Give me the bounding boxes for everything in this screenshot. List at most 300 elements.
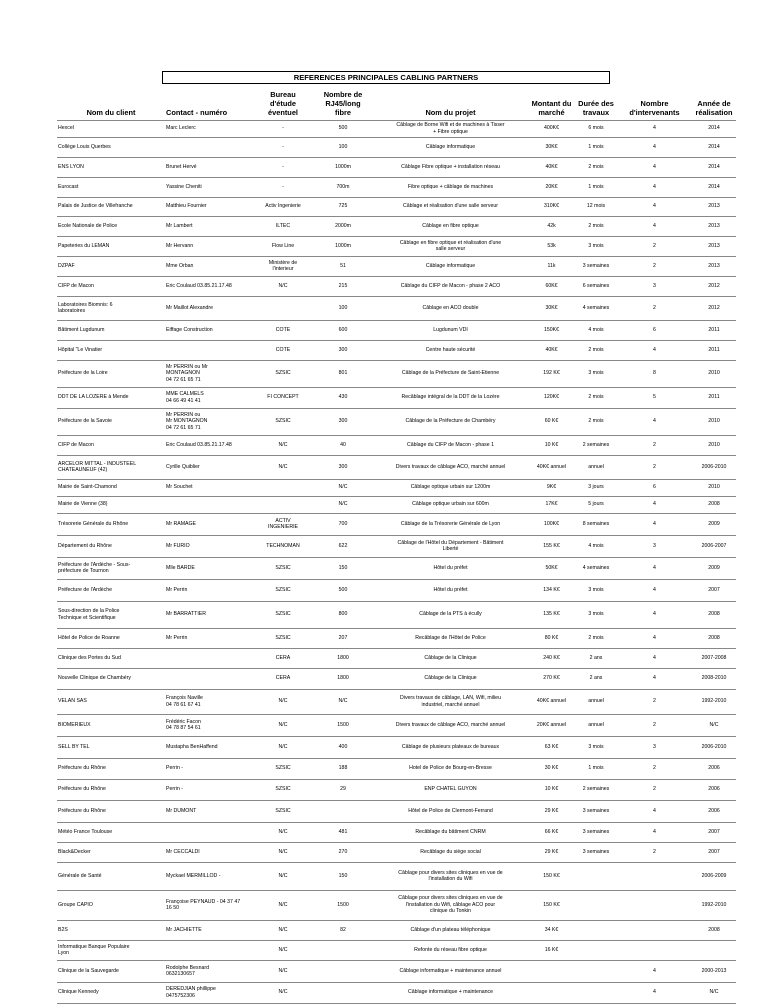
bureau-cell: N/C bbox=[253, 920, 313, 940]
table-header-row bbox=[57, 84, 736, 120]
header-intervenants: Nombre d'intervenants bbox=[617, 84, 692, 120]
table-row bbox=[57, 800, 736, 822]
client-cell: Mairie de Saint-Chamond bbox=[57, 479, 165, 496]
rj45-cell: 1800 bbox=[313, 648, 373, 668]
montant-cell bbox=[528, 982, 575, 1003]
contact-cell: Perrin - bbox=[165, 758, 253, 779]
intervenants-cell: 4 bbox=[617, 628, 692, 648]
montant-cell: 40K€ annuel bbox=[528, 689, 575, 714]
rj45-cell: 725 bbox=[313, 197, 373, 216]
bureau-cell: - bbox=[253, 157, 313, 177]
rj45-cell: 400 bbox=[313, 736, 373, 758]
rj45-cell: 1000m bbox=[313, 157, 373, 177]
annee-cell: 2012 bbox=[692, 276, 736, 296]
client-cell: Hôtel de Police de Roanne bbox=[57, 628, 165, 648]
table-row bbox=[57, 296, 736, 320]
table-row bbox=[57, 579, 736, 601]
projet-cell: Câblage de la Clinique bbox=[373, 648, 528, 668]
client-cell: Département du Rhône bbox=[57, 535, 165, 557]
montant-cell: 10 K€ bbox=[528, 779, 575, 800]
montant-cell: 29 K€ bbox=[528, 842, 575, 862]
projet-cell: Câblage de l'Hôtel du Département - Bâtiment Liberté bbox=[373, 535, 528, 557]
table-row bbox=[57, 601, 736, 628]
contact-cell bbox=[165, 340, 253, 360]
duree-cell: 2 mois bbox=[575, 628, 617, 648]
contact-cell: Mme Orban bbox=[165, 256, 253, 276]
client-cell: ENS LYON bbox=[57, 157, 165, 177]
duree-cell: 2 mois bbox=[575, 157, 617, 177]
annee-cell: 2013 bbox=[692, 216, 736, 236]
projet-cell: Câblage en fibre optique bbox=[373, 216, 528, 236]
table-row bbox=[57, 387, 736, 408]
intervenants-cell bbox=[617, 920, 692, 940]
rj45-cell bbox=[313, 800, 373, 822]
table-row bbox=[57, 120, 736, 137]
rj45-cell: 100 bbox=[313, 137, 373, 157]
intervenants-cell: 8 bbox=[617, 360, 692, 387]
montant-cell: 40K€ bbox=[528, 340, 575, 360]
duree-cell bbox=[575, 862, 617, 890]
table-row bbox=[57, 513, 736, 535]
annee-cell: 2006 bbox=[692, 800, 736, 822]
annee-cell: 2009 bbox=[692, 557, 736, 579]
intervenants-cell: 4 bbox=[617, 668, 692, 689]
contact-cell: Mr PERRIN ou Mr MONTAGNON 04 72 61 65 71 bbox=[165, 360, 253, 387]
table-row bbox=[57, 435, 736, 455]
rj45-cell: 430 bbox=[313, 387, 373, 408]
table-body bbox=[57, 120, 736, 1003]
client-cell: Préfecture du Rhône bbox=[57, 779, 165, 800]
contact-cell: Mr Hervann bbox=[165, 236, 253, 256]
projet-cell: Câblage en fibre optique et réalisation d'une salle serveur bbox=[373, 236, 528, 256]
intervenants-cell: 2 bbox=[617, 779, 692, 800]
intervenants-cell: 2 bbox=[617, 296, 692, 320]
intervenants-cell bbox=[617, 890, 692, 920]
client-cell: Préfecture de la Loire bbox=[57, 360, 165, 387]
intervenants-cell: 4 bbox=[617, 120, 692, 137]
montant-cell: 9K€ bbox=[528, 479, 575, 496]
projet-cell: Câblage de Borne Wifi et de machines à Tisser + Fibre optique bbox=[373, 120, 528, 137]
annee-cell: 2006-2010 bbox=[692, 455, 736, 479]
duree-cell: 4 mois bbox=[575, 535, 617, 557]
client-cell: Générale de Santé bbox=[57, 862, 165, 890]
bureau-cell: N/C bbox=[253, 940, 313, 960]
bureau-cell: N/C bbox=[253, 689, 313, 714]
montant-cell: 80 K€ bbox=[528, 628, 575, 648]
client-cell: ARCELOR MITTAL - INDUSTEEL CHATEAUNEUF (42) bbox=[57, 455, 165, 479]
table-row bbox=[57, 628, 736, 648]
contact-cell: Mustapha BenHaffend bbox=[165, 736, 253, 758]
annee-cell bbox=[692, 940, 736, 960]
duree-cell: 2 mois bbox=[575, 387, 617, 408]
rj45-cell: 500 bbox=[313, 120, 373, 137]
rj45-cell: 1500 bbox=[313, 890, 373, 920]
projet-cell: Câblage optique urbain sur 600m bbox=[373, 496, 528, 513]
projet-cell: Recâblage intégral de la DDT de la Lozère bbox=[373, 387, 528, 408]
projet-cell: Câblage de la Clinique bbox=[373, 668, 528, 689]
bureau-cell: Flow Line bbox=[253, 236, 313, 256]
rj45-cell: 188 bbox=[313, 758, 373, 779]
rj45-cell bbox=[313, 982, 373, 1003]
table-row bbox=[57, 455, 736, 479]
header-annee: Année de réalisation bbox=[692, 84, 736, 120]
table-row bbox=[57, 137, 736, 157]
duree-cell bbox=[575, 920, 617, 940]
client-cell: Préfecture de l'Ardèche - Sous- préfecture de Tournon bbox=[57, 557, 165, 579]
projet-cell: Divers travaux de câblage, LAN, Wifi, milieu industriel, marché annuel bbox=[373, 689, 528, 714]
duree-cell: 2 ans bbox=[575, 648, 617, 668]
intervenants-cell: 4 bbox=[617, 557, 692, 579]
intervenants-cell: 6 bbox=[617, 320, 692, 340]
montant-cell: 17K€ bbox=[528, 496, 575, 513]
intervenants-cell: 5 bbox=[617, 387, 692, 408]
rj45-cell: 500 bbox=[313, 579, 373, 601]
contact-cell: Frédéric Facon 04 78 87 54 61 bbox=[165, 714, 253, 736]
header-contact: Contact - numéro bbox=[165, 84, 253, 120]
rj45-cell: 300 bbox=[313, 408, 373, 435]
intervenants-cell: 2 bbox=[617, 455, 692, 479]
table-row bbox=[57, 360, 736, 387]
intervenants-cell: 4 bbox=[617, 216, 692, 236]
intervenants-cell: 6 bbox=[617, 479, 692, 496]
contact-cell: MME CALMELS 04 66 49 41 41 bbox=[165, 387, 253, 408]
duree-cell: 2 mois bbox=[575, 408, 617, 435]
bureau-cell: Ministère de l'interieur bbox=[253, 256, 313, 276]
duree-cell: 3 mois bbox=[575, 736, 617, 758]
annee-cell: 2008 bbox=[692, 920, 736, 940]
annee-cell: 2014 bbox=[692, 120, 736, 137]
table-row bbox=[57, 758, 736, 779]
duree-cell bbox=[575, 890, 617, 920]
projet-cell: Fibre optique + câblage de machines bbox=[373, 177, 528, 197]
rj45-cell: 40 bbox=[313, 435, 373, 455]
contact-cell: Mr Maillot Alexandre bbox=[165, 296, 253, 320]
duree-cell bbox=[575, 940, 617, 960]
annee-cell: 2011 bbox=[692, 387, 736, 408]
rj45-cell: 29 bbox=[313, 779, 373, 800]
client-cell: Météo France Toulouse bbox=[57, 822, 165, 842]
montant-cell: 150 K€ bbox=[528, 890, 575, 920]
projet-cell: Câblage de la PTS à écully bbox=[373, 601, 528, 628]
client-cell: Eurocast bbox=[57, 177, 165, 197]
table-row bbox=[57, 736, 736, 758]
header-duree: Durée des travaux bbox=[575, 84, 617, 120]
montant-cell: 400K€ bbox=[528, 120, 575, 137]
contact-cell: Yassine Cheniti bbox=[165, 177, 253, 197]
montant-cell: 20K€ annuel bbox=[528, 714, 575, 736]
duree-cell: 5 jours bbox=[575, 496, 617, 513]
duree-cell: 2 mois bbox=[575, 216, 617, 236]
projet-cell: Câblage du CIFP de Macon - phase 2 ACO bbox=[373, 276, 528, 296]
table-row bbox=[57, 779, 736, 800]
rj45-cell: N/C bbox=[313, 689, 373, 714]
bureau-cell: N/C bbox=[253, 276, 313, 296]
montant-cell: 310K€ bbox=[528, 197, 575, 216]
duree-cell: 3 semaines bbox=[575, 822, 617, 842]
client-cell: Trésorerie Générale du Rhône bbox=[57, 513, 165, 535]
projet-cell: Recâblage du siège social bbox=[373, 842, 528, 862]
contact-cell: Mr Lambert bbox=[165, 216, 253, 236]
duree-cell bbox=[575, 960, 617, 982]
annee-cell: 2008 bbox=[692, 628, 736, 648]
contact-cell: Mr DUMONT bbox=[165, 800, 253, 822]
contact-cell: Mr JACHIETTE bbox=[165, 920, 253, 940]
projet-cell: Câblage informatique + maintenance annuel bbox=[373, 960, 528, 982]
intervenants-cell: 2 bbox=[617, 758, 692, 779]
montant-cell: 40K€ annuel bbox=[528, 455, 575, 479]
table-row bbox=[57, 842, 736, 862]
table-row bbox=[57, 648, 736, 668]
duree-cell: 3 semaines bbox=[575, 256, 617, 276]
contact-cell bbox=[165, 822, 253, 842]
projet-cell: Hotel de Police de Bourg-en-Bresse bbox=[373, 758, 528, 779]
projet-cell: Câblage de la Préfecture de Chambéry bbox=[373, 408, 528, 435]
duree-cell: 1 mois bbox=[575, 137, 617, 157]
client-cell: B2S bbox=[57, 920, 165, 940]
contact-cell bbox=[165, 940, 253, 960]
table-row bbox=[57, 157, 736, 177]
intervenants-cell: 4 bbox=[617, 513, 692, 535]
rj45-cell: 82 bbox=[313, 920, 373, 940]
intervenants-cell: 4 bbox=[617, 601, 692, 628]
client-cell: Papeteries du LEMAN bbox=[57, 236, 165, 256]
contact-cell: Cyrille Quiblier bbox=[165, 455, 253, 479]
rj45-cell bbox=[313, 940, 373, 960]
rj45-cell: 51 bbox=[313, 256, 373, 276]
header-client: Nom du client bbox=[57, 84, 165, 120]
annee-cell: 2007 bbox=[692, 822, 736, 842]
bureau-cell: Activ Ingenierie bbox=[253, 197, 313, 216]
rj45-cell: 600 bbox=[313, 320, 373, 340]
projet-cell: Centre haute sécurité bbox=[373, 340, 528, 360]
projet-cell: Recâblage de l'Hôtel de Police bbox=[373, 628, 528, 648]
rj45-cell: 270 bbox=[313, 842, 373, 862]
intervenants-cell: 2 bbox=[617, 435, 692, 455]
table-row bbox=[57, 408, 736, 435]
annee-cell: 2010 bbox=[692, 408, 736, 435]
montant-cell: 134 K€ bbox=[528, 579, 575, 601]
contact-cell bbox=[165, 496, 253, 513]
intervenants-cell bbox=[617, 862, 692, 890]
bureau-cell: N/C bbox=[253, 736, 313, 758]
montant-cell: 30K€ bbox=[528, 296, 575, 320]
intervenants-cell bbox=[617, 940, 692, 960]
rj45-cell: N/C bbox=[313, 479, 373, 496]
projet-cell: Câblage et réalisation d'une salle serveur bbox=[373, 197, 528, 216]
contact-cell: Matthieu Fournier bbox=[165, 197, 253, 216]
table-row bbox=[57, 960, 736, 982]
client-cell: Ecole Nationale de Police bbox=[57, 216, 165, 236]
montant-cell: 29 K€ bbox=[528, 800, 575, 822]
montant-cell: 150K€ bbox=[528, 320, 575, 340]
projet-cell: Hôtel du préfet bbox=[373, 557, 528, 579]
bureau-cell: SZSIC bbox=[253, 601, 313, 628]
client-cell: BIOMERIEUX bbox=[57, 714, 165, 736]
projet-cell: Refonte du réseau fibre optique bbox=[373, 940, 528, 960]
bureau-cell bbox=[253, 479, 313, 496]
contact-cell: Eric Coulaud 03.85.21.17.48 bbox=[165, 435, 253, 455]
annee-cell: 1992-2010 bbox=[692, 890, 736, 920]
bureau-cell: - bbox=[253, 120, 313, 137]
report-title: REFERENCES PRINCIPALES CABLING PARTNERS bbox=[162, 71, 610, 84]
montant-cell: 240 K€ bbox=[528, 648, 575, 668]
contact-cell: Mr PERRIN ou Mr MONTAGNON 04 72 61 65 71 bbox=[165, 408, 253, 435]
intervenants-cell: 4 bbox=[617, 197, 692, 216]
table-row bbox=[57, 822, 736, 842]
annee-cell: 2006 bbox=[692, 779, 736, 800]
projet-cell: Hôtel de Police de Clermont-Ferrand bbox=[373, 800, 528, 822]
duree-cell: annuel bbox=[575, 689, 617, 714]
montant-cell: 192 K€ bbox=[528, 360, 575, 387]
annee-cell: 2013 bbox=[692, 256, 736, 276]
projet-cell: Câblage pour divers sites cliniques en vue de l'installation du Wifi, câblage ACO pour clinique du Tonkin bbox=[373, 890, 528, 920]
contact-cell: DEREDJIAN phillippe 0475752306 bbox=[165, 982, 253, 1003]
intervenants-cell: 4 bbox=[617, 177, 692, 197]
duree-cell bbox=[575, 982, 617, 1003]
annee-cell: 2010 bbox=[692, 479, 736, 496]
bureau-cell: CERA bbox=[253, 668, 313, 689]
annee-cell: 2009 bbox=[692, 513, 736, 535]
montant-cell: 270 K€ bbox=[528, 668, 575, 689]
montant-cell: 50K€ bbox=[528, 557, 575, 579]
header-projet: Nom du projet bbox=[373, 84, 528, 120]
bureau-cell: SZSIC bbox=[253, 408, 313, 435]
projet-cell: Câblage informatique bbox=[373, 256, 528, 276]
bureau-cell: SZSIC bbox=[253, 360, 313, 387]
duree-cell: 6 mois bbox=[575, 120, 617, 137]
client-cell: Préfecture du Rhône bbox=[57, 800, 165, 822]
table-row bbox=[57, 177, 736, 197]
bureau-cell: SZSIC bbox=[253, 557, 313, 579]
duree-cell: 4 semaines bbox=[575, 296, 617, 320]
montant-cell bbox=[528, 960, 575, 982]
intervenants-cell: 3 bbox=[617, 736, 692, 758]
bureau-cell bbox=[253, 496, 313, 513]
duree-cell: 2 mois bbox=[575, 340, 617, 360]
rj45-cell: 207 bbox=[313, 628, 373, 648]
montant-cell: 20K€ bbox=[528, 177, 575, 197]
annee-cell: 2010 bbox=[692, 360, 736, 387]
projet-cell: ENP CHATEL GUYON bbox=[373, 779, 528, 800]
contact-cell: Mr FURIO bbox=[165, 535, 253, 557]
intervenants-cell: 4 bbox=[617, 137, 692, 157]
client-cell: Clinique des Portes du Sud bbox=[57, 648, 165, 668]
intervenants-cell: 2 bbox=[617, 236, 692, 256]
client-cell: Laboratoires Biomnis: 6 laboratoires bbox=[57, 296, 165, 320]
projet-cell: Câblage Fibre optique + installation réseau bbox=[373, 157, 528, 177]
contact-cell: Mr CECCALDI bbox=[165, 842, 253, 862]
projet-cell: Câblage du CIFP de Macon - phase 1 bbox=[373, 435, 528, 455]
annee-cell: 2006 bbox=[692, 758, 736, 779]
client-cell: SELL BY TEL bbox=[57, 736, 165, 758]
duree-cell: 4 semaines bbox=[575, 557, 617, 579]
projet-cell: Câblage d'un plateau téléphonique bbox=[373, 920, 528, 940]
duree-cell: 6 semaines bbox=[575, 276, 617, 296]
annee-cell: 2007 bbox=[692, 579, 736, 601]
bureau-cell: ILTEC bbox=[253, 216, 313, 236]
table-row bbox=[57, 216, 736, 236]
rj45-cell: 800 bbox=[313, 601, 373, 628]
intervenants-cell: 4 bbox=[617, 982, 692, 1003]
bureau-cell: - bbox=[253, 137, 313, 157]
projet-cell: Câblage informatique + maintenance bbox=[373, 982, 528, 1003]
client-cell: Nouvelle Clinique de Chambéry bbox=[57, 668, 165, 689]
client-cell: Hexcel bbox=[57, 120, 165, 137]
contact-cell: Mr RAMAGE bbox=[165, 513, 253, 535]
intervenants-cell: 2 bbox=[617, 842, 692, 862]
bureau-cell: SZSIC bbox=[253, 779, 313, 800]
annee-cell: 2014 bbox=[692, 157, 736, 177]
header-montant: Montant du marché bbox=[528, 84, 575, 120]
client-cell: DDT DE LA LOZERE à Mende bbox=[57, 387, 165, 408]
client-cell: Clinique de la Sauvegarde bbox=[57, 960, 165, 982]
contact-cell bbox=[165, 668, 253, 689]
bureau-cell: N/C bbox=[253, 890, 313, 920]
projet-cell: Câblage de la Trésorerie Générale de Lyon bbox=[373, 513, 528, 535]
table-row bbox=[57, 197, 736, 216]
bureau-cell: FI CONCEPT bbox=[253, 387, 313, 408]
annee-cell: 2008 bbox=[692, 601, 736, 628]
rj45-cell: 100 bbox=[313, 296, 373, 320]
contact-cell: Myckael MERMILLOD - bbox=[165, 862, 253, 890]
bureau-cell: SZSIC bbox=[253, 579, 313, 601]
rj45-cell: 300 bbox=[313, 340, 373, 360]
contact-cell: Mr Perrin bbox=[165, 579, 253, 601]
montant-cell: 16 K€ bbox=[528, 940, 575, 960]
intervenants-cell: 4 bbox=[617, 960, 692, 982]
client-cell: Palais de Justice de Villefranche bbox=[57, 197, 165, 216]
annee-cell: 2007 bbox=[692, 842, 736, 862]
client-cell: Groupe CAPIO bbox=[57, 890, 165, 920]
table-row bbox=[57, 982, 736, 1003]
montant-cell: 60K€ bbox=[528, 276, 575, 296]
contact-cell: Mr BARRATTIER bbox=[165, 601, 253, 628]
annee-cell: N/C bbox=[692, 714, 736, 736]
annee-cell: 2014 bbox=[692, 177, 736, 197]
annee-cell: 2013 bbox=[692, 236, 736, 256]
duree-cell: 12 mois bbox=[575, 197, 617, 216]
contact-cell bbox=[165, 648, 253, 668]
montant-cell: 60 K€ bbox=[528, 408, 575, 435]
rj45-cell: 801 bbox=[313, 360, 373, 387]
rj45-cell bbox=[313, 960, 373, 982]
montant-cell: 40K€ bbox=[528, 157, 575, 177]
annee-cell: 2014 bbox=[692, 137, 736, 157]
annee-cell: 1992-2010 bbox=[692, 689, 736, 714]
projet-cell: Hôtel du préfet bbox=[373, 579, 528, 601]
duree-cell: 8 semaines bbox=[575, 513, 617, 535]
client-cell: Informatique Banque Populaire Lyon bbox=[57, 940, 165, 960]
contact-cell: Brunet Hervé bbox=[165, 157, 253, 177]
table-row bbox=[57, 557, 736, 579]
rj45-cell: 2000m bbox=[313, 216, 373, 236]
annee-cell: 2011 bbox=[692, 340, 736, 360]
annee-cell: 2013 bbox=[692, 197, 736, 216]
annee-cell: 2008 bbox=[692, 496, 736, 513]
bureau-cell: N/C bbox=[253, 862, 313, 890]
intervenants-cell: 4 bbox=[617, 408, 692, 435]
client-cell: Bâtiment Lugdunum bbox=[57, 320, 165, 340]
intervenants-cell: 2 bbox=[617, 256, 692, 276]
annee-cell: 2007-2008 bbox=[692, 648, 736, 668]
projet-cell: Câblage de la Préfecture de Saint-Etienne bbox=[373, 360, 528, 387]
client-cell: Hôpital "Le Vinatier bbox=[57, 340, 165, 360]
intervenants-cell: 3 bbox=[617, 535, 692, 557]
duree-cell: 2 ans bbox=[575, 668, 617, 689]
rj45-cell: 300 bbox=[313, 455, 373, 479]
intervenants-cell: 4 bbox=[617, 157, 692, 177]
duree-cell: annuel bbox=[575, 714, 617, 736]
